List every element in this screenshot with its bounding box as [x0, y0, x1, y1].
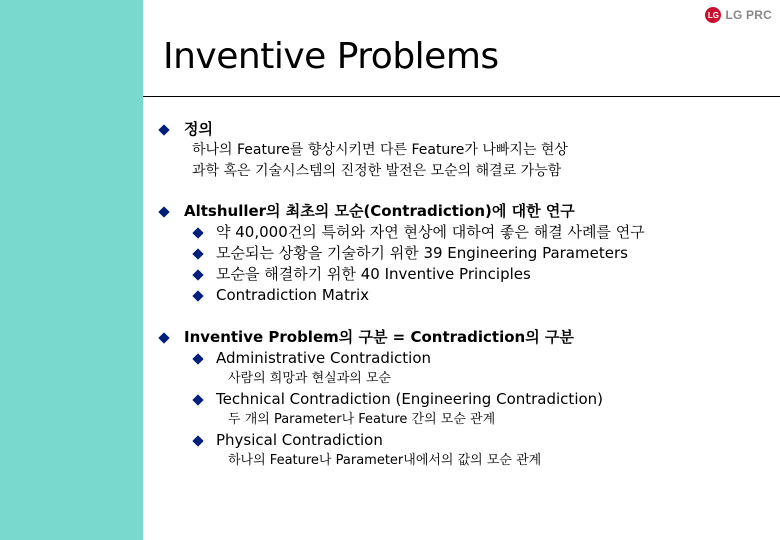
- section-heading: 정의: [184, 120, 213, 138]
- lg-logo-icon: LG: [705, 7, 721, 23]
- sub-bullet-text: 약 40,000건의 특허와 자연 현상에 대하여 좋은 해결 사례를 연구: [216, 223, 645, 241]
- bullet-altshuller: [160, 200, 770, 222]
- diamond-bullet-icon: [192, 227, 203, 238]
- sub-bullet: [160, 348, 770, 369]
- left-accent-bar: [0, 0, 143, 540]
- diamond-bullet-icon: [192, 353, 203, 364]
- sub-bullet-text: Contradiction Matrix: [216, 286, 370, 304]
- section-heading: Inventive Problem의 구분 = Contradiction의 구분: [184, 328, 574, 346]
- sub-bullet: [160, 389, 770, 410]
- title-divider: [143, 96, 780, 97]
- bullet-problem-types: [160, 326, 770, 348]
- sub-bullet-note: 하나의 Feature나 Parameter내에서의 값의 모순 관계: [228, 453, 542, 468]
- sub-bullet-text: Physical Contradiction: [216, 431, 383, 449]
- sub-bullet-note: 사람의 희망과 현실과의 모순: [228, 371, 392, 386]
- sub-bullet-text: Technical Contradiction (Engineering Contradiction): [216, 390, 604, 408]
- company-logo: [705, 5, 772, 25]
- slide-content: [160, 118, 770, 471]
- sub-bullet: [160, 243, 770, 264]
- definition-line: 하나의 Feature를 향상시키면 다른 Feature가 나빠지는 현상: [192, 142, 568, 158]
- diamond-bullet-icon: [158, 206, 169, 217]
- sub-bullet-text: 모순을 해결하기 위한 40 Inventive Principles: [216, 265, 531, 283]
- diamond-bullet-icon: [158, 124, 169, 135]
- sub-bullet: [160, 285, 770, 306]
- sub-bullet-text: Administrative Contradiction: [216, 349, 432, 367]
- diamond-bullet-icon: [192, 290, 203, 301]
- definition-line: 과학 혹은 기술시스템의 진정한 발전은 모순의 해결로 가능함: [192, 163, 562, 179]
- section-heading: Altshuller의 최초의 모순(Contradiction)에 대한 연구: [184, 202, 575, 220]
- diamond-bullet-icon: [192, 248, 203, 259]
- page-title: Inventive Problems: [163, 36, 499, 77]
- sub-bullet-text: 모순되는 상황을 기술하기 위한 39 Engineering Parameters: [216, 244, 628, 262]
- diamond-bullet-icon: [192, 269, 203, 280]
- diamond-bullet-icon: [192, 394, 203, 405]
- sub-bullet: [160, 222, 770, 243]
- bullet-definition: [160, 118, 770, 140]
- sub-bullet-note: 두 개의 Parameter나 Feature 간의 모순 관계: [228, 412, 496, 427]
- diamond-bullet-icon: [158, 332, 169, 343]
- logo-text: LG PRC: [725, 8, 772, 22]
- diamond-bullet-icon: [192, 435, 203, 446]
- sub-bullet: [160, 264, 770, 285]
- sub-bullet: [160, 430, 770, 451]
